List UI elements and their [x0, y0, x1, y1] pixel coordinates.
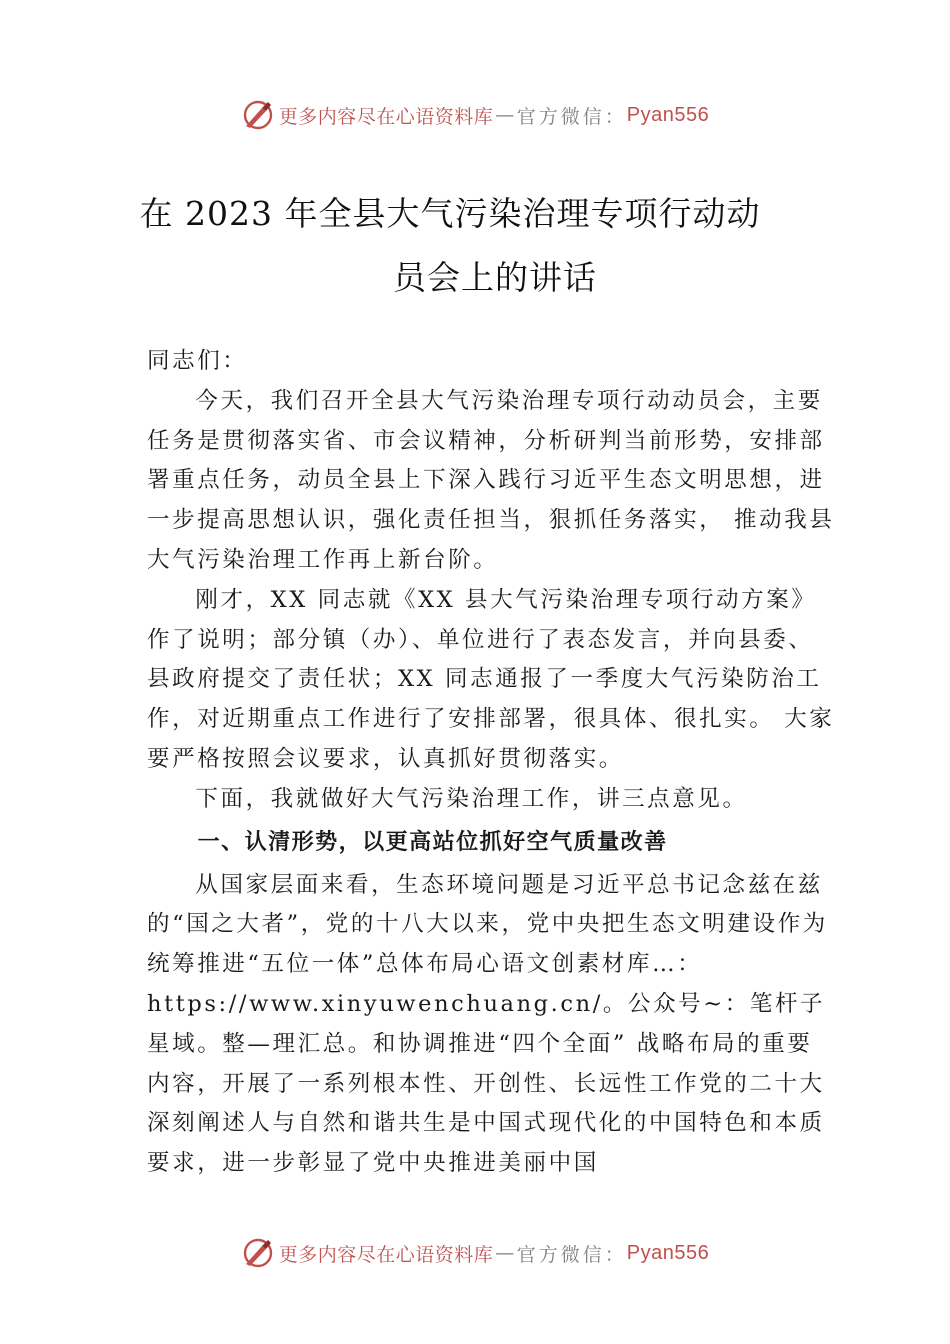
- document-title-line-1: 在 2023 年全县大气污染治理专项行动动: [139, 194, 761, 233]
- wechat-label: 官方微信：: [516, 105, 627, 128]
- paragraph-4: 从国家层面来看，生态环境问题是习近平总书记念兹在兹的“国之大者”，党的十八大以来，党中央把生态文明建设作为统筹推进“五位一体”总体布局心语文创素材库…：https://www.xinyuwenchuang.cn/。公众号~：笔杆子星域。整—理汇总。和协调推进“四个全面” 战略布局的重要内容，开展了一系列根本性、开创性、长远性工作党的二十大深刻阐述人与自然和谐共生是中国式现代化的中国特色和本质要求，进一步彰显了党中央推进美丽中国: [147, 871, 828, 1177]
- header-watermark-banner: [0, 98, 950, 132]
- section-heading-1: 一、认清形势，以更高站位抓好空气质量改善: [197, 829, 668, 855]
- wechat-id: Pyan556: [626, 1241, 710, 1264]
- document-title-line-2: 员会上的讲话: [393, 258, 597, 297]
- banner-dash: —: [495, 104, 515, 126]
- greeting: 同志们：: [147, 348, 248, 374]
- paragraph-3: 下面，我就做好大气污染治理工作，讲三点意见。: [195, 785, 748, 812]
- banner-dash: —: [495, 1242, 515, 1264]
- footer-watermark-banner: [0, 1236, 950, 1270]
- library-text: 更多内容尽在心语资料库: [278, 105, 494, 128]
- paragraph-1: 今天，我们召开全县大气污染治理专项行动动员会，主要任务是贯彻落实省、市会议精神，分析研判当前形势，安排部署重点任务，动员全县上下深入践行习近平生态文明思想，进一步提高思想认识，强化责任担当，狠抓任务落实， 推动我县大气污染治理工作再上新台阶。: [147, 387, 835, 573]
- quill-logo-icon: [241, 98, 275, 132]
- paragraph-2: 刚才，XX 同志就《XX 县大气污染治理专项行动方案》作了说明；部分镇（办）、单位进行了表态发言，并向县委、县政府提交了责任状；XX 同志通报了一季度大气污染防治工作，对近期重点工作进行了安排部署，很具体、很扎实。 大家要严格按照会议要求，认真抓好贯彻落实。: [147, 586, 835, 772]
- library-text: 更多内容尽在心语资料库: [278, 1243, 494, 1266]
- wechat-id: Pyan556: [626, 103, 710, 126]
- wechat-label: 官方微信：: [516, 1243, 627, 1266]
- quill-logo-icon: [241, 1236, 275, 1270]
- document-body: [147, 342, 837, 1184]
